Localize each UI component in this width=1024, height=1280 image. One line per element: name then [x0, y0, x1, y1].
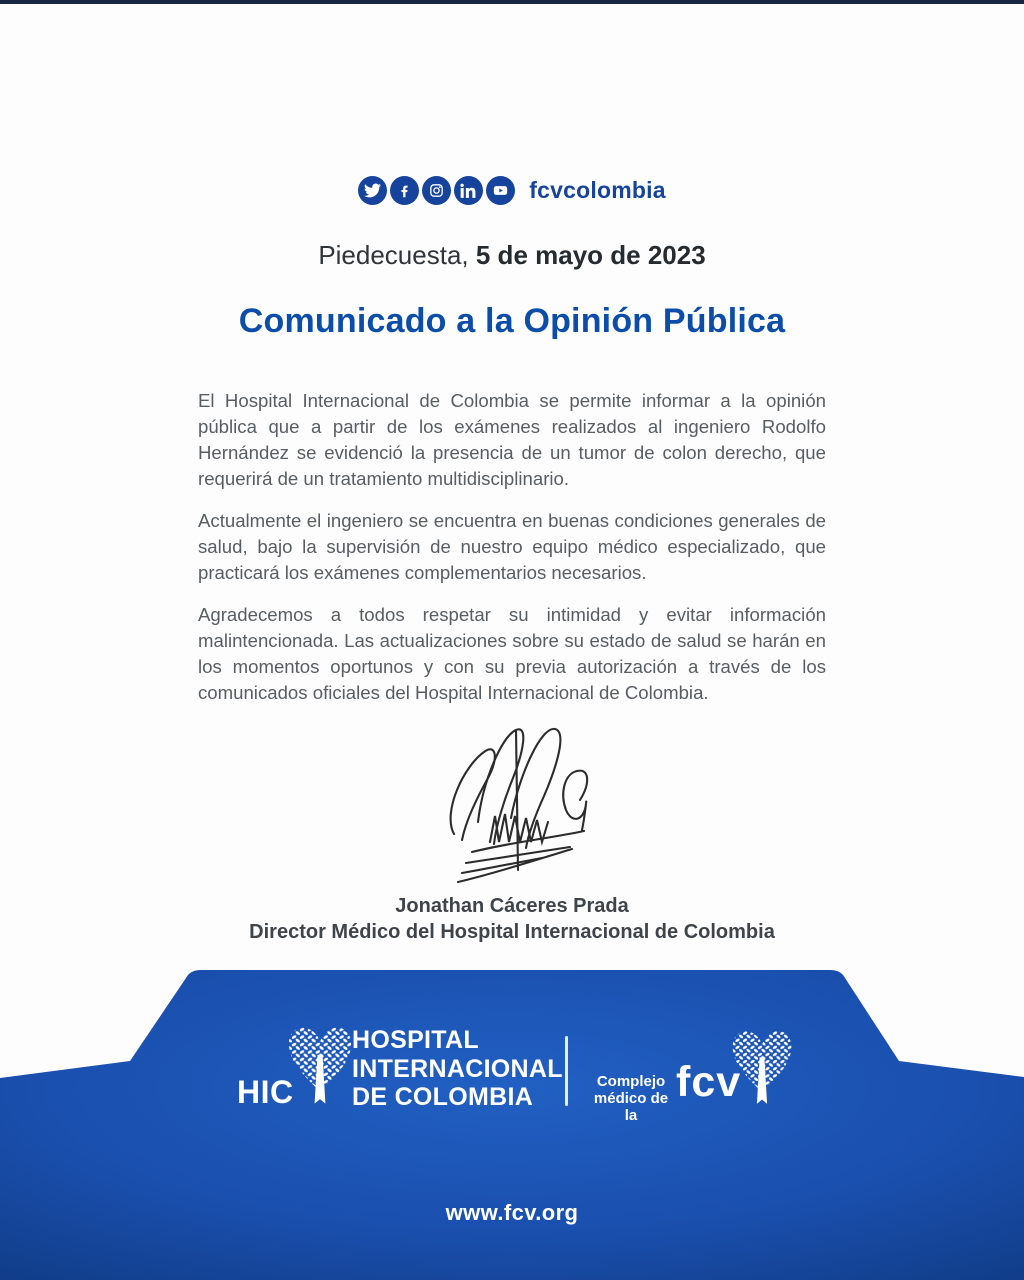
instagram-icon[interactable] — [422, 176, 451, 205]
handwritten-signature — [420, 720, 635, 885]
social-icon-group — [358, 176, 515, 205]
page-title: Comunicado a la Opinión Pública — [238, 302, 786, 340]
signatory-name: Jonathan Cáceres Prada — [395, 895, 629, 917]
facebook-icon[interactable] — [390, 176, 419, 205]
paragraph-1: El Hospital Internacional de Colombia se permite informar a la opinión pública que a partir de los exámenes realizados al ingeniero Rodolfo Hernández se evidenció la presencia de un tumor de colon derecho, que requerirá de un tratamiento multidisciplinario. — [198, 390, 826, 489]
signatory-block — [0, 893, 1024, 945]
fcv-tagline-line-2: médico de la — [593, 1090, 669, 1124]
top-navy-strip — [0, 0, 1024, 4]
social-handle[interactable]: fcvcolombia — [529, 177, 666, 203]
fcv-tagline — [588, 1073, 674, 1124]
dateline-date: 5 de mayo de 2023 — [475, 240, 706, 270]
hic-line-3: DE COLOMBIA — [352, 1083, 534, 1111]
social-media-row — [0, 176, 1024, 205]
footer-ribbon-shape — [0, 963, 1024, 1280]
hic-logo-abbr: HIC — [237, 1074, 294, 1110]
fcv-tagline-line-1: Complejo — [596, 1073, 666, 1090]
youtube-icon[interactable] — [486, 176, 515, 205]
twitter-icon[interactable] — [358, 176, 387, 205]
body-text — [198, 388, 826, 722]
hic-tree-icon — [284, 1020, 356, 1107]
hic-logo-name — [352, 1026, 563, 1112]
dateline — [0, 240, 1024, 271]
paragraph-3: Agradecemos a todos respetar su intimidad y evitar información malintencionada. Las actualizaciones sobre su estado de salud se harán en los momentos oportunos y con su previa autorización a través de los comunicados oficiales del Hospital Internacional de Colombia. — [198, 604, 826, 703]
website-link[interactable]: www.fcv.org — [445, 1200, 579, 1225]
fcv-tree-icon — [728, 1024, 796, 1107]
signatory-role: Director Médico del Hospital Internacional de Colombia — [249, 921, 775, 943]
footer-divider — [565, 1036, 568, 1106]
fcv-logo-abbr: fcv — [676, 1058, 742, 1106]
linkedin-icon[interactable] — [454, 176, 483, 205]
hic-line-1: HOSPITAL — [352, 1026, 479, 1054]
paragraph-2: Actualmente el ingeniero se encuentra en buenas condiciones generales de salud, bajo la supervisión de nuestro equipo médico especializado, que practicará los exámenes complementarios necesarios. — [198, 510, 826, 583]
dateline-place: Piedecuesta, — [318, 240, 469, 270]
hic-line-2: INTERNACIONAL — [352, 1054, 563, 1083]
